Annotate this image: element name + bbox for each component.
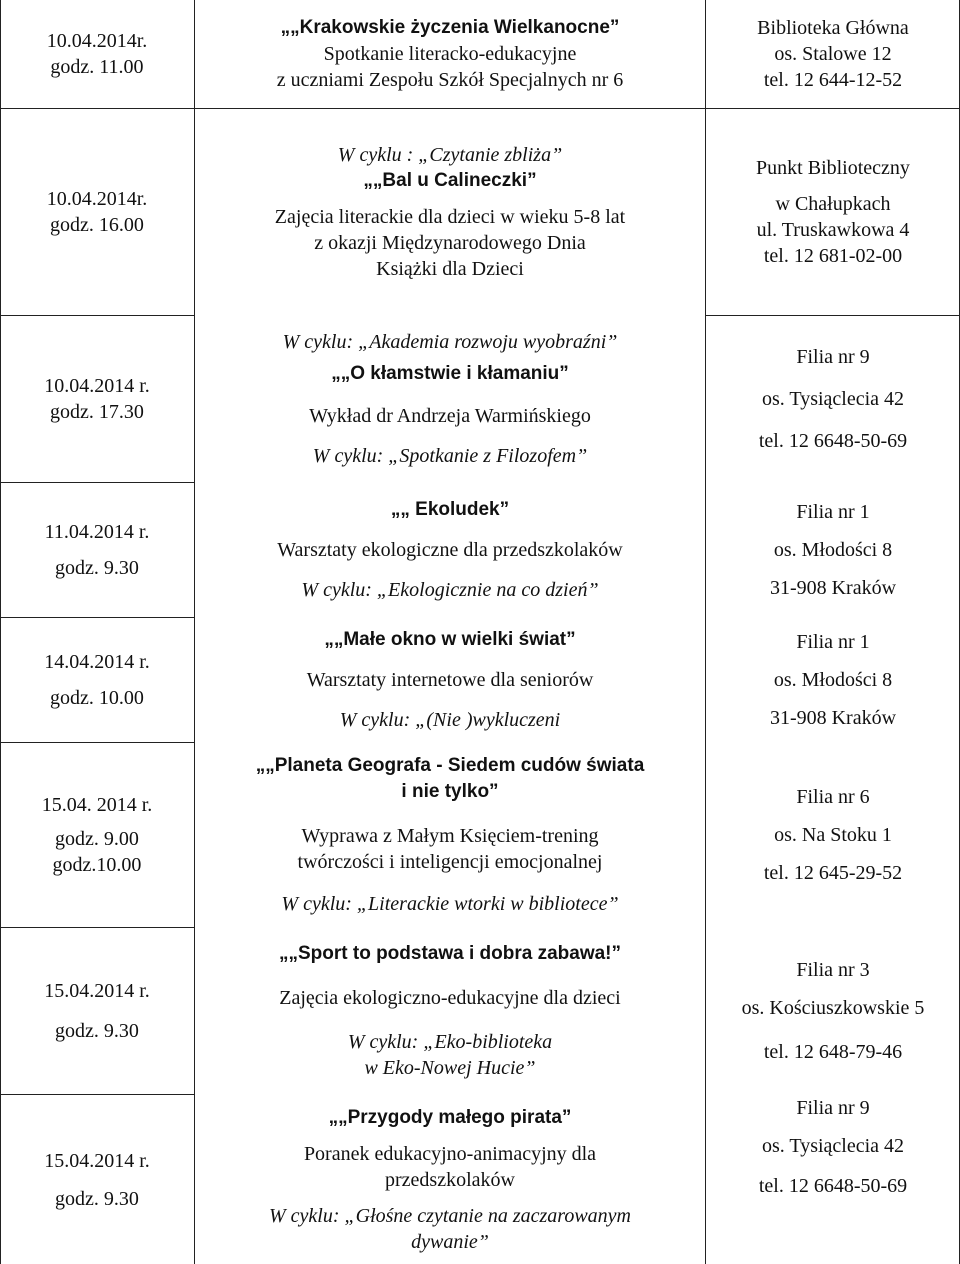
date-cell — [0, 0, 194, 108]
date-cell — [0, 1095, 194, 1264]
date-cell — [0, 618, 194, 742]
event-cell — [195, 1095, 705, 1264]
event-description: Zajęcia literackie dla dzieci w wieku 5-8 lat — [274, 206, 626, 228]
table-row — [0, 316, 960, 482]
date-text: 11.04.2014 r. — [44, 521, 150, 543]
event-description: Wyprawa z Małym Księciem-trening — [301, 825, 599, 847]
time-text: godz. 9.00 — [55, 828, 139, 850]
event-description: z okazji Międzynarodowego Dnia — [314, 232, 586, 254]
event-cell — [195, 618, 705, 742]
table-row — [0, 743, 960, 927]
event-series: W cyklu: „Literackie wtorki w bibliotece” — [281, 893, 619, 915]
place-cell — [706, 0, 960, 108]
place-phone: tel. 12 6648-50-69 — [758, 430, 908, 452]
event-description: Zajęcia ekologiczno-edukacyjne dla dzieci — [279, 987, 621, 1009]
date-text: 15.04. 2014 r. — [41, 794, 153, 816]
table-row — [0, 0, 960, 108]
time-text: godz. 9.30 — [55, 557, 139, 579]
date-text: 14.04.2014 r. — [44, 651, 150, 673]
event-series-continued: dywanie” — [411, 1230, 489, 1253]
event-title: „„Przygody małego pirata” — [328, 1106, 572, 1128]
date-text: 10.04.2014 r. — [44, 375, 150, 397]
event-cell — [195, 928, 705, 1094]
time-text: godz. 17.30 — [50, 401, 144, 423]
table-row — [0, 928, 960, 1094]
place-postcode: 31-908 Kraków — [769, 577, 897, 599]
time-text: godz.10.00 — [52, 854, 142, 876]
table-row — [0, 618, 960, 742]
table-row — [0, 483, 960, 617]
event-description: Książki dla Dzieci — [376, 258, 524, 280]
time-text: godz. 10.00 — [50, 687, 144, 709]
place-name: Filia nr 1 — [796, 501, 870, 523]
event-title: „„Krakowskie życzenia Wielkanocne” — [280, 17, 620, 38]
place-name: Filia nr 3 — [796, 959, 870, 981]
event-cell — [195, 483, 705, 617]
place-cell — [706, 1095, 960, 1264]
place-address: ul. Truskawkowa 4 — [756, 219, 910, 241]
time-text: godz. 11.00 — [50, 56, 144, 78]
place-address: os. Tysiąclecia 42 — [761, 388, 905, 410]
event-series: W cyklu: „Spotkanie z Filozofem” — [312, 445, 588, 467]
event-cell — [195, 316, 705, 482]
place-name: Filia nr 6 — [796, 786, 870, 808]
place-address: os. Tysiąclecia 42 — [761, 1135, 905, 1157]
place-cell — [706, 316, 960, 482]
event-series-continued: w Eko-Nowej Hucie” — [364, 1057, 536, 1079]
place-phone: tel. 12 644-12-52 — [763, 69, 903, 91]
event-description: Poranek edukacyjno-animacyjny dla — [303, 1142, 597, 1165]
event-description: z uczniami Zespołu Szkół Specjalnych nr 6 — [276, 69, 624, 91]
event-title: „„Sport to podstawa i dobra zabawa!” — [278, 943, 622, 964]
event-description: Spotkanie literacko-edukacyjne — [323, 43, 577, 65]
place-phone: tel. 12 681-02-00 — [763, 245, 903, 267]
place-address: os. Na Stoku 1 — [774, 824, 892, 846]
event-cell — [195, 0, 705, 108]
place-cell — [706, 618, 960, 742]
table-row — [0, 1095, 960, 1264]
place-name: Punkt Biblioteczny — [756, 157, 910, 179]
time-text: godz. 9.30 — [55, 1187, 139, 1210]
place-address: os. Stalowe 12 — [774, 43, 892, 65]
event-series: W cyklu: „Głośne czytanie na zaczarowanym — [269, 1204, 631, 1227]
place-name: Filia nr 9 — [796, 346, 870, 368]
date-text: 10.04.2014r. — [46, 188, 148, 210]
event-series: W cyklu : „Czytanie zbliża” — [337, 144, 563, 166]
date-cell — [0, 483, 194, 617]
place-phone: tel. 12 6648-50-69 — [758, 1175, 908, 1197]
place-cell — [706, 109, 960, 315]
event-cell — [195, 109, 705, 315]
place-cell — [706, 743, 960, 927]
place-name-detail: w Chałupkach — [775, 193, 891, 215]
event-title: „„Planeta Geografa - Siedem cudów świata — [255, 755, 645, 776]
place-address: os. Młodości 8 — [773, 669, 893, 691]
place-address: os. Kościuszkowskie 5 — [741, 997, 925, 1019]
event-series: W cyklu: „Ekologicznie na co dzień” — [301, 579, 599, 601]
date-text: 15.04.2014 r. — [44, 1149, 150, 1172]
date-cell — [0, 743, 194, 927]
event-title: „„Bal u Calineczki” — [363, 170, 537, 191]
place-name: Biblioteka Główna — [757, 17, 909, 39]
time-text: godz. 9.30 — [55, 1020, 139, 1042]
event-series: W cyklu: „Akademia rozwoju wyobraźni” — [282, 331, 618, 353]
place-phone: tel. 12 648-79-46 — [763, 1041, 903, 1063]
event-series: W cyklu: „Eko-biblioteka — [347, 1031, 553, 1053]
date-cell — [0, 928, 194, 1094]
date-cell — [0, 109, 194, 315]
event-title: „„O kłamstwie i kłamaniu” — [331, 363, 569, 384]
event-cell — [195, 743, 705, 927]
date-text: 10.04.2014r. — [46, 30, 148, 52]
place-address: os. Młodości 8 — [773, 539, 893, 561]
event-description: Warsztaty ekologiczne dla przedszkolaków — [277, 539, 623, 561]
table-row — [0, 109, 960, 315]
date-text: 15.04.2014 r. — [44, 980, 150, 1002]
event-description: twórczości i inteligencji emocjonalnej — [297, 851, 603, 873]
place-cell — [706, 928, 960, 1094]
place-name: Filia nr 1 — [796, 631, 870, 653]
date-cell — [0, 316, 194, 482]
event-series: W cyklu: „(Nie )wykluczeni — [339, 709, 561, 731]
place-phone: tel. 12 645-29-52 — [763, 862, 903, 884]
event-title: „„Małe okno w wielki świat” — [324, 629, 576, 650]
place-cell — [706, 483, 960, 617]
place-postcode: 31-908 Kraków — [769, 707, 897, 729]
event-title: „„ Ekoludek” — [390, 499, 510, 520]
event-title-continued: i nie tylko” — [401, 781, 499, 802]
place-name: Filia nr 9 — [796, 1097, 870, 1119]
event-description: Wykład dr Andrzeja Warmińskiego — [309, 405, 591, 427]
event-description: przedszkolaków — [385, 1168, 515, 1191]
time-text: godz. 16.00 — [50, 214, 144, 236]
event-description: Warsztaty internetowe dla seniorów — [306, 669, 594, 691]
